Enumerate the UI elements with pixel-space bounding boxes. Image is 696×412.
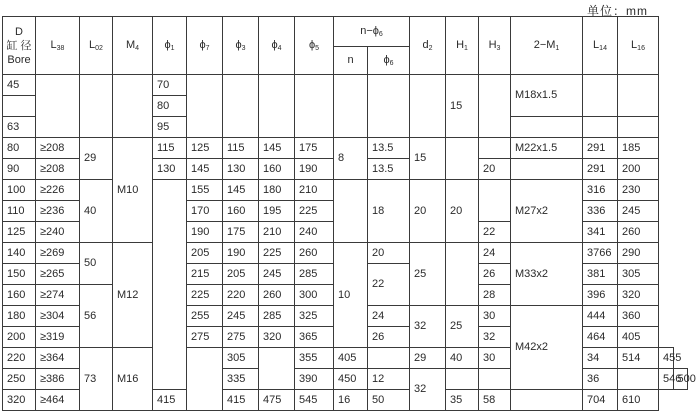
cell-phi4: 210 — [259, 222, 295, 243]
cell-L38: ≥226 — [36, 180, 80, 201]
unit-label: 单位：mm — [587, 4, 648, 18]
cell-phi7: 145 — [187, 159, 223, 180]
cell-H3: 20 — [479, 159, 511, 180]
cell-L14 — [583, 117, 618, 138]
cell-L14: 444 — [583, 306, 618, 327]
cell-phi4: 245 — [259, 264, 295, 285]
cell-H3: 30 — [479, 306, 511, 327]
cell-phi3: 160 — [223, 201, 259, 222]
cell-phi6: 22 — [368, 264, 410, 306]
cell-phi5: 325 — [295, 306, 334, 327]
cell-phi4: 260 — [259, 285, 295, 306]
cell-phi7: 415 — [153, 390, 187, 411]
cell-H1: 35 — [446, 390, 479, 411]
cell-d2: 25 — [410, 243, 446, 306]
cell-H3: 24 — [479, 243, 511, 264]
cell-phi6: 29 — [410, 348, 446, 369]
cell-phi6: 26 — [368, 327, 410, 348]
cell-phi4: 390 — [295, 369, 334, 390]
cell-phi1 — [153, 180, 187, 390]
cell-phi5: 175 — [295, 138, 334, 159]
cell-L14: 3766 — [583, 243, 618, 264]
cell-phi5: 300 — [295, 285, 334, 306]
cell-L38 — [36, 75, 80, 138]
header-n-phi6: $n-\phi_6$ — [334, 17, 410, 47]
cell-phi1: 95 — [153, 117, 187, 138]
cell-phi5: 450 — [334, 369, 368, 390]
cell-H1: 30 — [479, 348, 511, 369]
cell-H3 — [479, 138, 511, 159]
cell-H1 — [446, 243, 479, 306]
cell-D: 200 — [3, 327, 36, 348]
cell-n — [368, 348, 410, 369]
cell-L38: ≥364 — [36, 348, 80, 369]
cell-L16 — [618, 117, 659, 138]
cell-phi5: 545 — [295, 390, 334, 411]
header-phi3: $\phi_3$ — [223, 17, 259, 75]
cell-phi7: 125 — [187, 138, 223, 159]
cell-phi1 — [187, 348, 223, 411]
cell-L02: 73 — [80, 348, 113, 411]
cell-phi3: 275 — [223, 327, 259, 348]
cell-L14: 396 — [583, 285, 618, 306]
cell-phi5: 225 — [295, 201, 334, 222]
header-L16: $L_{16}$ — [618, 17, 659, 75]
cell-L14: 341 — [583, 222, 618, 243]
cell-phi6: 18 — [368, 180, 410, 243]
cell-M1: M27x2 — [511, 180, 583, 243]
cell-D: 140 — [3, 243, 36, 264]
cell-L16: 230 — [618, 180, 659, 201]
cell-phi5: 210 — [295, 180, 334, 201]
cell-M1: M18x1.5 — [511, 75, 583, 117]
cell-phi7: 190 — [187, 222, 223, 243]
cell-phi1: 80 — [153, 96, 187, 117]
cell-L02 — [80, 75, 113, 138]
cell-phi3 — [259, 348, 295, 390]
cell-phi3: 220 — [223, 285, 259, 306]
cell-L16: 455 — [659, 348, 673, 369]
cell-phi7: 275 — [187, 327, 223, 348]
cell-L38: ≥208 — [36, 138, 80, 159]
table-row — [3, 348, 688, 369]
cell-M4 — [113, 75, 153, 138]
cell-L16: 290 — [618, 243, 659, 264]
cell-phi7: 155 — [187, 180, 223, 201]
cell-D — [3, 96, 36, 117]
cell-phi5 — [295, 75, 334, 138]
header-phi5: $\phi_5$ — [295, 17, 334, 75]
cell-L14: 464 — [583, 327, 618, 348]
cell-phi4: 145 — [259, 138, 295, 159]
cell-L14: 514 — [618, 348, 659, 369]
cell-M1 — [511, 159, 583, 180]
cell-H3: 22 — [479, 222, 511, 243]
cell-phi7: 215 — [187, 264, 223, 285]
cell-L14: 704 — [583, 390, 618, 411]
cell-D: 110 — [3, 201, 36, 222]
header-L14: $L_{14}$ — [583, 17, 618, 75]
cell-L02: 56 — [80, 285, 113, 348]
cell-d2: 20 — [410, 180, 446, 243]
cell-D: 250 — [3, 369, 36, 390]
cell-phi3: 130 — [223, 159, 259, 180]
cell-phi4: 320 — [259, 327, 295, 348]
cell-phi4: 180 — [259, 180, 295, 201]
header-H1: $H_1$ — [446, 17, 479, 75]
cell-M1 — [511, 117, 583, 138]
header-D: D 缸 径 Bore — [3, 17, 36, 75]
header-L38: $L_{38}$ — [36, 17, 80, 75]
cell-d2 — [410, 75, 446, 138]
cell-phi5: 190 — [295, 159, 334, 180]
cell-L16: 185 — [618, 138, 659, 159]
header-phi4: $\phi_4$ — [259, 17, 295, 75]
cell-M1: M33x2 — [511, 243, 583, 306]
cell-phi7: 335 — [223, 369, 259, 390]
cell-phi1: 130 — [153, 159, 187, 180]
cell-L38: ≥319 — [36, 327, 80, 348]
cell-H3: 36 — [583, 369, 618, 390]
cell-phi5: 285 — [295, 264, 334, 285]
cell-phi3: 205 — [223, 264, 259, 285]
cell-d2: 40 — [446, 348, 479, 369]
cell-L16: 405 — [618, 327, 659, 348]
cell-phi4: 355 — [295, 348, 334, 369]
cell-L16 — [618, 75, 659, 117]
cell-L38: ≥464 — [36, 390, 80, 411]
cell-H1: 20 — [446, 180, 479, 243]
cell-M1: M22x1.5 — [511, 138, 583, 159]
cell-phi3: 415 — [223, 390, 259, 411]
cell-phi7: 305 — [223, 348, 259, 369]
cell-H3 — [479, 180, 511, 222]
cell-L14: 316 — [583, 180, 618, 201]
table-row — [3, 75, 688, 96]
cell-L38: ≥304 — [36, 306, 80, 327]
cell-H3: 28 — [479, 285, 511, 306]
header-d2: $d_2$ — [410, 17, 446, 75]
cell-L38: ≥208 — [36, 159, 80, 180]
cell-phi3: 145 — [223, 180, 259, 201]
header-L02: $L_{02}$ — [80, 17, 113, 75]
cell-L16: 305 — [618, 264, 659, 285]
cell-L16: 500 — [673, 369, 688, 390]
cell-n: 16 — [334, 390, 368, 411]
cell-phi5: 365 — [295, 327, 334, 348]
cell-L02: 40 — [80, 180, 113, 243]
cell-phi4: 160 — [259, 159, 295, 180]
header-M4: $M_4$ — [113, 17, 153, 75]
cell-L38: ≥265 — [36, 264, 80, 285]
cell-phi4: 225 — [259, 243, 295, 264]
cell-D: 160 — [3, 285, 36, 306]
dimension-table — [2, 16, 696, 411]
cell-phi6: 13.5 — [368, 159, 410, 180]
cell-M1 — [511, 390, 583, 411]
cell-D: 63 — [3, 117, 36, 138]
cell-phi4: 285 — [259, 306, 295, 327]
cell-phi6: 32 — [410, 369, 446, 411]
cell-phi6: 24 — [368, 306, 410, 327]
table-row — [3, 243, 688, 264]
cell-D: 220 — [3, 348, 36, 369]
cell-H1 — [479, 369, 511, 390]
header-n: n — [334, 47, 368, 75]
cell-L14: 546 — [659, 369, 673, 390]
cell-phi3 — [223, 75, 259, 138]
cell-phi3: 245 — [223, 306, 259, 327]
cell-phi4: 475 — [259, 390, 295, 411]
cell-phi6: 20 — [368, 243, 410, 264]
cell-L38: ≥269 — [36, 243, 80, 264]
cell-L16: 360 — [618, 306, 659, 327]
cell-D: 180 — [3, 306, 36, 327]
cell-n — [334, 180, 368, 243]
cell-M4: M12 — [113, 243, 153, 348]
cell-L38: ≥240 — [36, 222, 80, 243]
cell-phi7: 170 — [187, 201, 223, 222]
cell-phi4: 195 — [259, 201, 295, 222]
cell-phi7: 225 — [187, 285, 223, 306]
header-phi6: $\phi_6$ — [368, 47, 410, 75]
cell-H3 — [479, 75, 511, 138]
header-M1: $2-M_1$ — [511, 17, 583, 75]
table-row — [3, 138, 688, 159]
cell-D: 80 — [3, 138, 36, 159]
cell-phi4 — [259, 75, 295, 138]
cell-M4: M16 — [113, 348, 153, 411]
cell-H3: 32 — [479, 327, 511, 348]
header-H3: $H_3$ — [479, 17, 511, 75]
cell-n: 12 — [368, 369, 410, 390]
cell-D: 125 — [3, 222, 36, 243]
cell-n: 8 — [334, 138, 368, 180]
cell-M4: M10 — [113, 138, 153, 243]
header-row — [3, 17, 688, 47]
cell-L38: ≥386 — [36, 369, 80, 390]
cell-phi7 — [187, 75, 223, 138]
header-phi1: $\phi_1$ — [153, 17, 187, 75]
cell-L38: ≥274 — [36, 285, 80, 306]
cell-D: 100 — [3, 180, 36, 201]
cell-d2: 32 — [410, 306, 446, 348]
cell-H3: 26 — [479, 264, 511, 285]
cell-D: 90 — [3, 159, 36, 180]
cell-H1 — [446, 138, 479, 180]
cell-d2: 15 — [410, 138, 446, 180]
cell-L16: 245 — [618, 201, 659, 222]
cell-phi3: 190 — [223, 243, 259, 264]
cell-L16: 610 — [618, 390, 659, 411]
cell-phi3: 175 — [223, 222, 259, 243]
cell-D: 150 — [3, 264, 36, 285]
cell-L14: 336 — [583, 201, 618, 222]
cell-L14: 291 — [583, 159, 618, 180]
cell-n: 10 — [334, 243, 368, 348]
cell-phi5: 405 — [334, 348, 368, 369]
cell-phi5: 240 — [295, 222, 334, 243]
cell-L16: 260 — [618, 222, 659, 243]
cell-d2: 50 — [368, 390, 410, 411]
cell-L02: 29 — [80, 138, 113, 180]
cell-phi3: 115 — [223, 138, 259, 159]
cell-H3: 58 — [479, 390, 511, 411]
cell-L14: 381 — [583, 264, 618, 285]
cell-phi6 — [368, 75, 410, 138]
cell-phi5: 260 — [295, 243, 334, 264]
cell-M1: M42x2 — [511, 306, 583, 390]
cell-L16: 200 — [618, 159, 659, 180]
cell-L14: 291 — [583, 138, 618, 159]
cell-L02: 50 — [80, 243, 113, 285]
header-phi7: $\phi_7$ — [187, 17, 223, 75]
cell-D: 45 — [3, 75, 36, 96]
cell-phi6: 13.5 — [368, 138, 410, 159]
cell-H3: 34 — [583, 348, 618, 369]
cell-H1: 15 — [446, 75, 479, 138]
cell-M1 — [618, 369, 659, 390]
cell-phi7: 255 — [187, 306, 223, 327]
cell-L38: ≥236 — [36, 201, 80, 222]
cell-d2 — [446, 369, 479, 390]
cell-H1: 25 — [446, 306, 479, 348]
cell-L14 — [583, 75, 618, 117]
table-row — [3, 180, 688, 201]
cell-phi1: 70 — [153, 75, 187, 96]
cell-phi1: 115 — [153, 138, 187, 159]
cell-phi7: 205 — [187, 243, 223, 264]
cell-D: 320 — [3, 390, 36, 411]
cell-n — [334, 75, 368, 138]
cell-L16: 320 — [618, 285, 659, 306]
